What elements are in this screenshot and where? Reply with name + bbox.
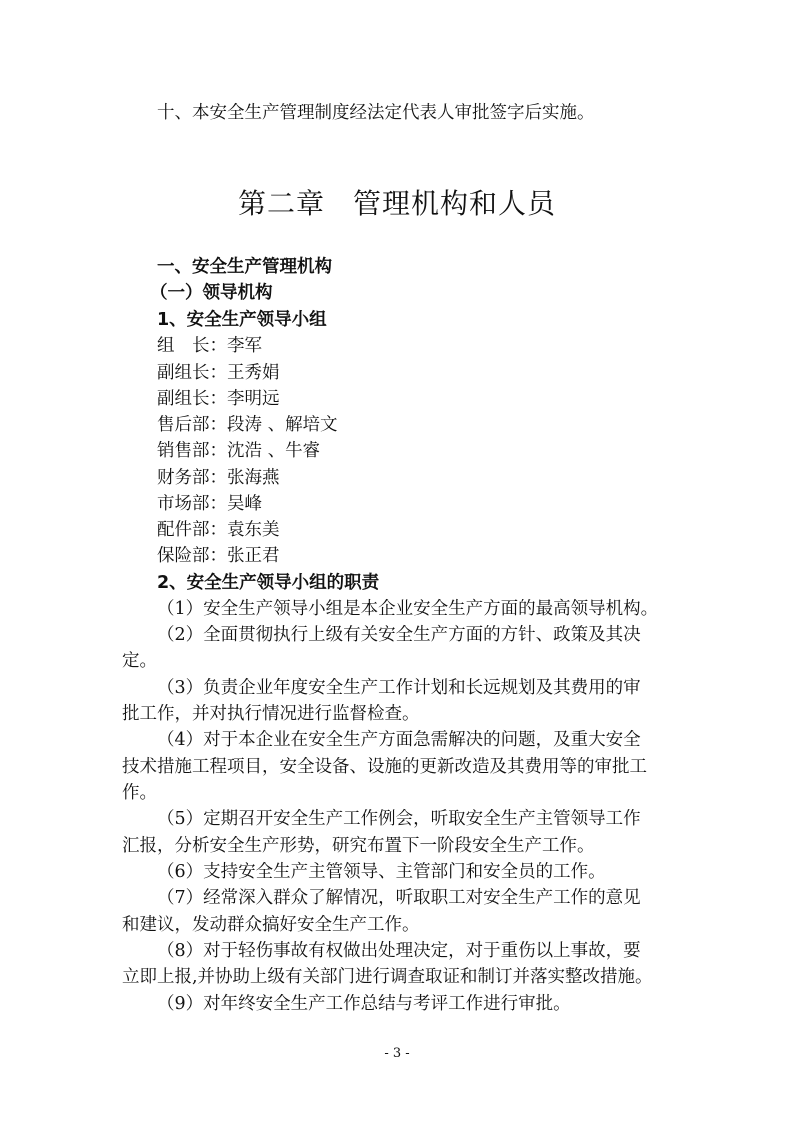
member-names: 王秀娟 xyxy=(227,363,280,383)
member-role: 副组长： xyxy=(157,363,227,383)
duty-item: （8）对于轻伤事故有权做出处理决定，对于重伤以上事故，要 xyxy=(157,941,641,961)
member-row xyxy=(157,491,262,517)
member-names: 张海燕 xyxy=(227,468,280,488)
duty-item: （1）安全生产领导小组是本企业安全生产方面的最高领导机构。 xyxy=(157,599,659,619)
member-role: 财务部： xyxy=(157,468,227,488)
member-role: 配件部： xyxy=(157,520,227,540)
member-row xyxy=(157,517,280,543)
duty-item-continuation: 和建议，发动群众搞好安全生产工作。 xyxy=(122,915,420,935)
duty-item: （7）经常深入群众了解情况，听取职工对安全生产工作的意见 xyxy=(157,888,641,908)
member-names: 沈浩 、牛睿 xyxy=(227,441,321,461)
member-row xyxy=(157,412,338,438)
section-heading: 一、安全生产管理机构 xyxy=(157,257,332,277)
member-names: 段涛 、解培文 xyxy=(227,415,338,435)
member-role: 销售部： xyxy=(157,441,227,461)
chapter-name: 管理机构和人员 xyxy=(353,187,557,220)
member-row xyxy=(157,438,320,464)
group-heading: 1、安全生产领导小组 xyxy=(157,310,327,330)
duties-heading: 2、安全生产领导小组的职责 xyxy=(157,573,380,593)
member-role: 副组长： xyxy=(157,389,227,409)
member-role: 保险部： xyxy=(157,546,227,566)
duty-item: （2）全面贯彻执行上级有关安全生产方面的方针、政策及其决 xyxy=(157,625,641,645)
duty-item: （4）对于本企业在安全生产方面急需解决的问题，及重大安全 xyxy=(157,730,641,750)
subsection-heading: （一）领导机构 xyxy=(150,283,273,303)
member-names: 张正君 xyxy=(227,546,280,566)
duty-item-continuation: 定。 xyxy=(122,651,157,671)
member-row xyxy=(157,543,280,569)
member-names: 李军 xyxy=(227,336,262,356)
duty-item-continuation: 汇报，分析安全生产形势，研究布置下一阶段安全生产工作。 xyxy=(122,836,595,856)
duty-item-continuation: 批工作，并对执行情况进行监督检查。 xyxy=(122,704,420,724)
member-names: 李明远 xyxy=(227,389,280,409)
member-names: 吴峰 xyxy=(227,494,262,514)
member-role: 市场部： xyxy=(157,494,227,514)
duty-item: （5）定期召开安全生产工作例会，听取安全生产主管领导工作 xyxy=(157,809,641,829)
member-row xyxy=(157,465,280,491)
member-names: 袁东美 xyxy=(227,520,280,540)
member-role: 售后部： xyxy=(157,415,227,435)
member-row xyxy=(157,333,262,359)
duty-item: （3）负责企业年度安全生产工作计划和长远规划及其费用的审 xyxy=(157,678,641,698)
member-role: 组 长： xyxy=(157,336,227,356)
intro-clause: 十、本安全生产管理制度经法定代表人审批签字后实施。 xyxy=(157,103,595,123)
duty-item: （6）支持安全生产主管领导、主管部门和安全员的工作。 xyxy=(157,862,606,882)
duty-item-continuation: 作。 xyxy=(122,783,157,803)
chapter-title xyxy=(0,182,794,222)
member-row xyxy=(157,360,280,386)
duty-item: （9）对年终安全生产工作总结与考评工作进行审批。 xyxy=(157,994,571,1014)
duty-item-continuation: 技术措施工程项目，安全设备、设施的更新改造及其费用等的审批工 xyxy=(122,757,647,777)
duty-item-continuation: 立即上报,并协助上级有关部门进行调查取证和制订并落实整改措施。 xyxy=(122,967,653,987)
page-number: - 3 - xyxy=(384,1046,410,1061)
member-row xyxy=(157,386,280,412)
chapter-number: 第二章 xyxy=(237,187,325,220)
